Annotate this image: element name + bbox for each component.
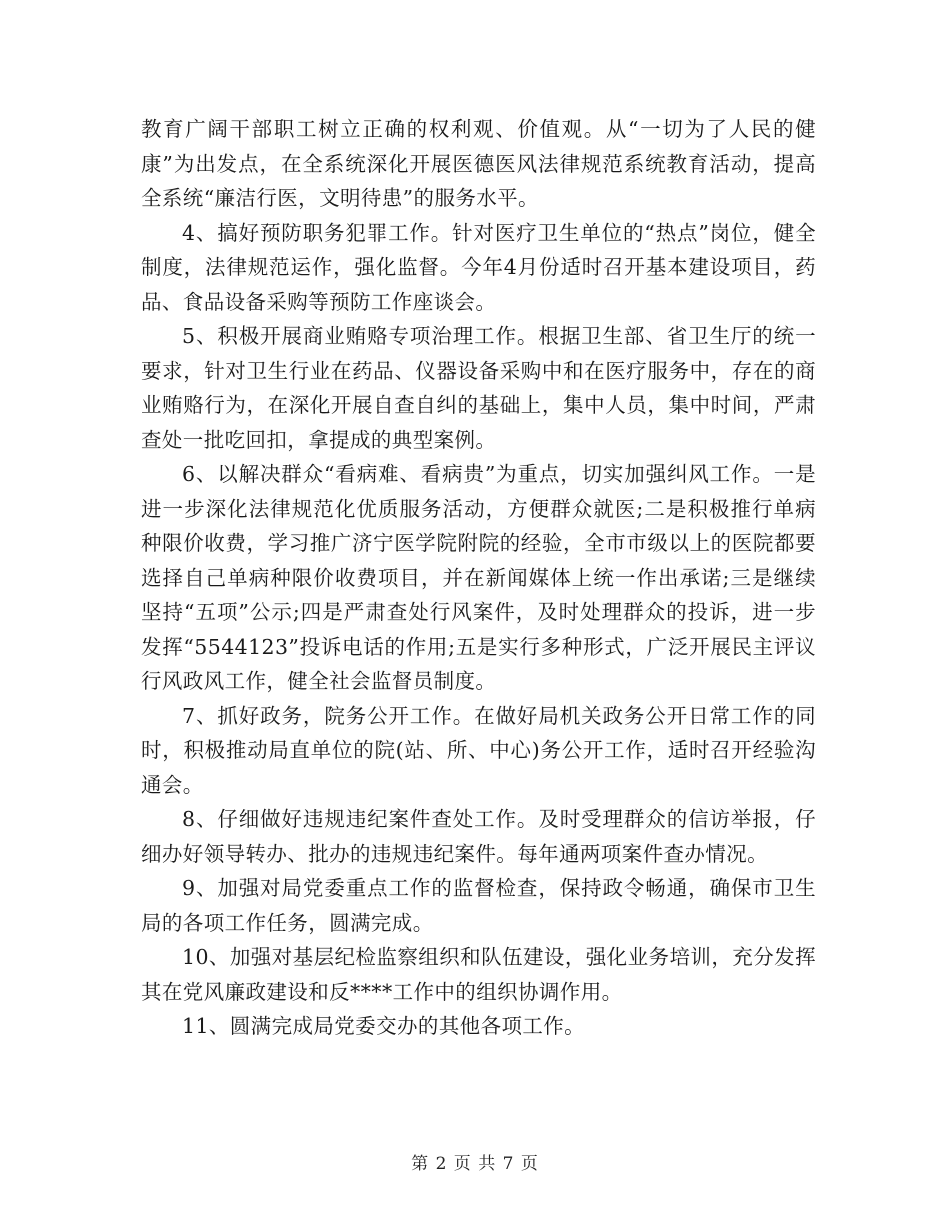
paragraph-2: 4、搞好预防职务犯罪工作。针对医疗卫生单位的“热点”岗位，健全制度，法律规范运作，强化监督。今年4月份适时召开基本建设项目，药品、食品设备采购等预防工作座谈会。 [141, 220, 816, 314]
paragraph-1: 教育广阔干部职工树立正确的权利观、价值观。从“一切为了人民的健康”为出发点，在全系统深化开展医德医风法律规范系统教育活动，提高全系统“廉洁行医，文明待患”的服务水平。 [141, 117, 816, 210]
paragraph-5: 7、抓好政务，院务公开工作。在做好局机关政务公开日常工作的同时，积极推动局直单位的院(站、所、中心)务公开工作，适时召开经验沟通会。 [141, 703, 816, 797]
paragraph-7: 9、加强对局党委重点工作的监督检查，保持政令畅通，确保市卫生局的各项工作任务，圆满完成。 [141, 876, 816, 935]
document-body [141, 112, 816, 1044]
paragraph-9: 11、圆满完成局党委交办的其他各项工作。 [182, 1014, 586, 1038]
paragraph-8: 10、加强对基层纪检监察组织和队伍建设，强化业务培训，充分发挥其在党风廉政建设和反****工作中的组织协调作用。 [141, 945, 816, 1004]
paragraph-3: 5、积极开展商业贿赂专项治理工作。根据卫生部、省卫生厅的统一要求，针对卫生行业在药品、仪器设备采购中和在医疗服务中，存在的商业贿赂行为，在深化开展自查自纠的基础上，集中人员，集中时间，严肃查处一批吃回扣，拿提成的典型案例。 [141, 324, 816, 452]
paragraph-4: 6、以解决群众“看病难、看病贵”为重点，切实加强纠风工作。一是进一步深化法律规范化优质服务活动，方便群众就医;二是积极推行单病种限价收费，学习推广济宁医学院附院的经验，全市市级以上的医院都要选择自己单病种限价收费项目，并在新闻媒体上统一作出承诺;三是继续坚持“五项”公示;四是严肃查处行风案件，及时处理群众的投诉，进一步发挥“5544123”投诉电话的作用;五是实行多种形式，广泛开展民主评议行风政风工作，健全社会监督员制度。 [141, 462, 816, 693]
page-footer: 第 2 页 共 7 页 [411, 1154, 539, 1174]
paragraph-6: 8、仔细做好违规违纪案件查处工作。及时受理群众的信访举报，仔细办好领导转办、批办的违规违纪案件。每年通两项案件查办情况。 [141, 807, 816, 866]
